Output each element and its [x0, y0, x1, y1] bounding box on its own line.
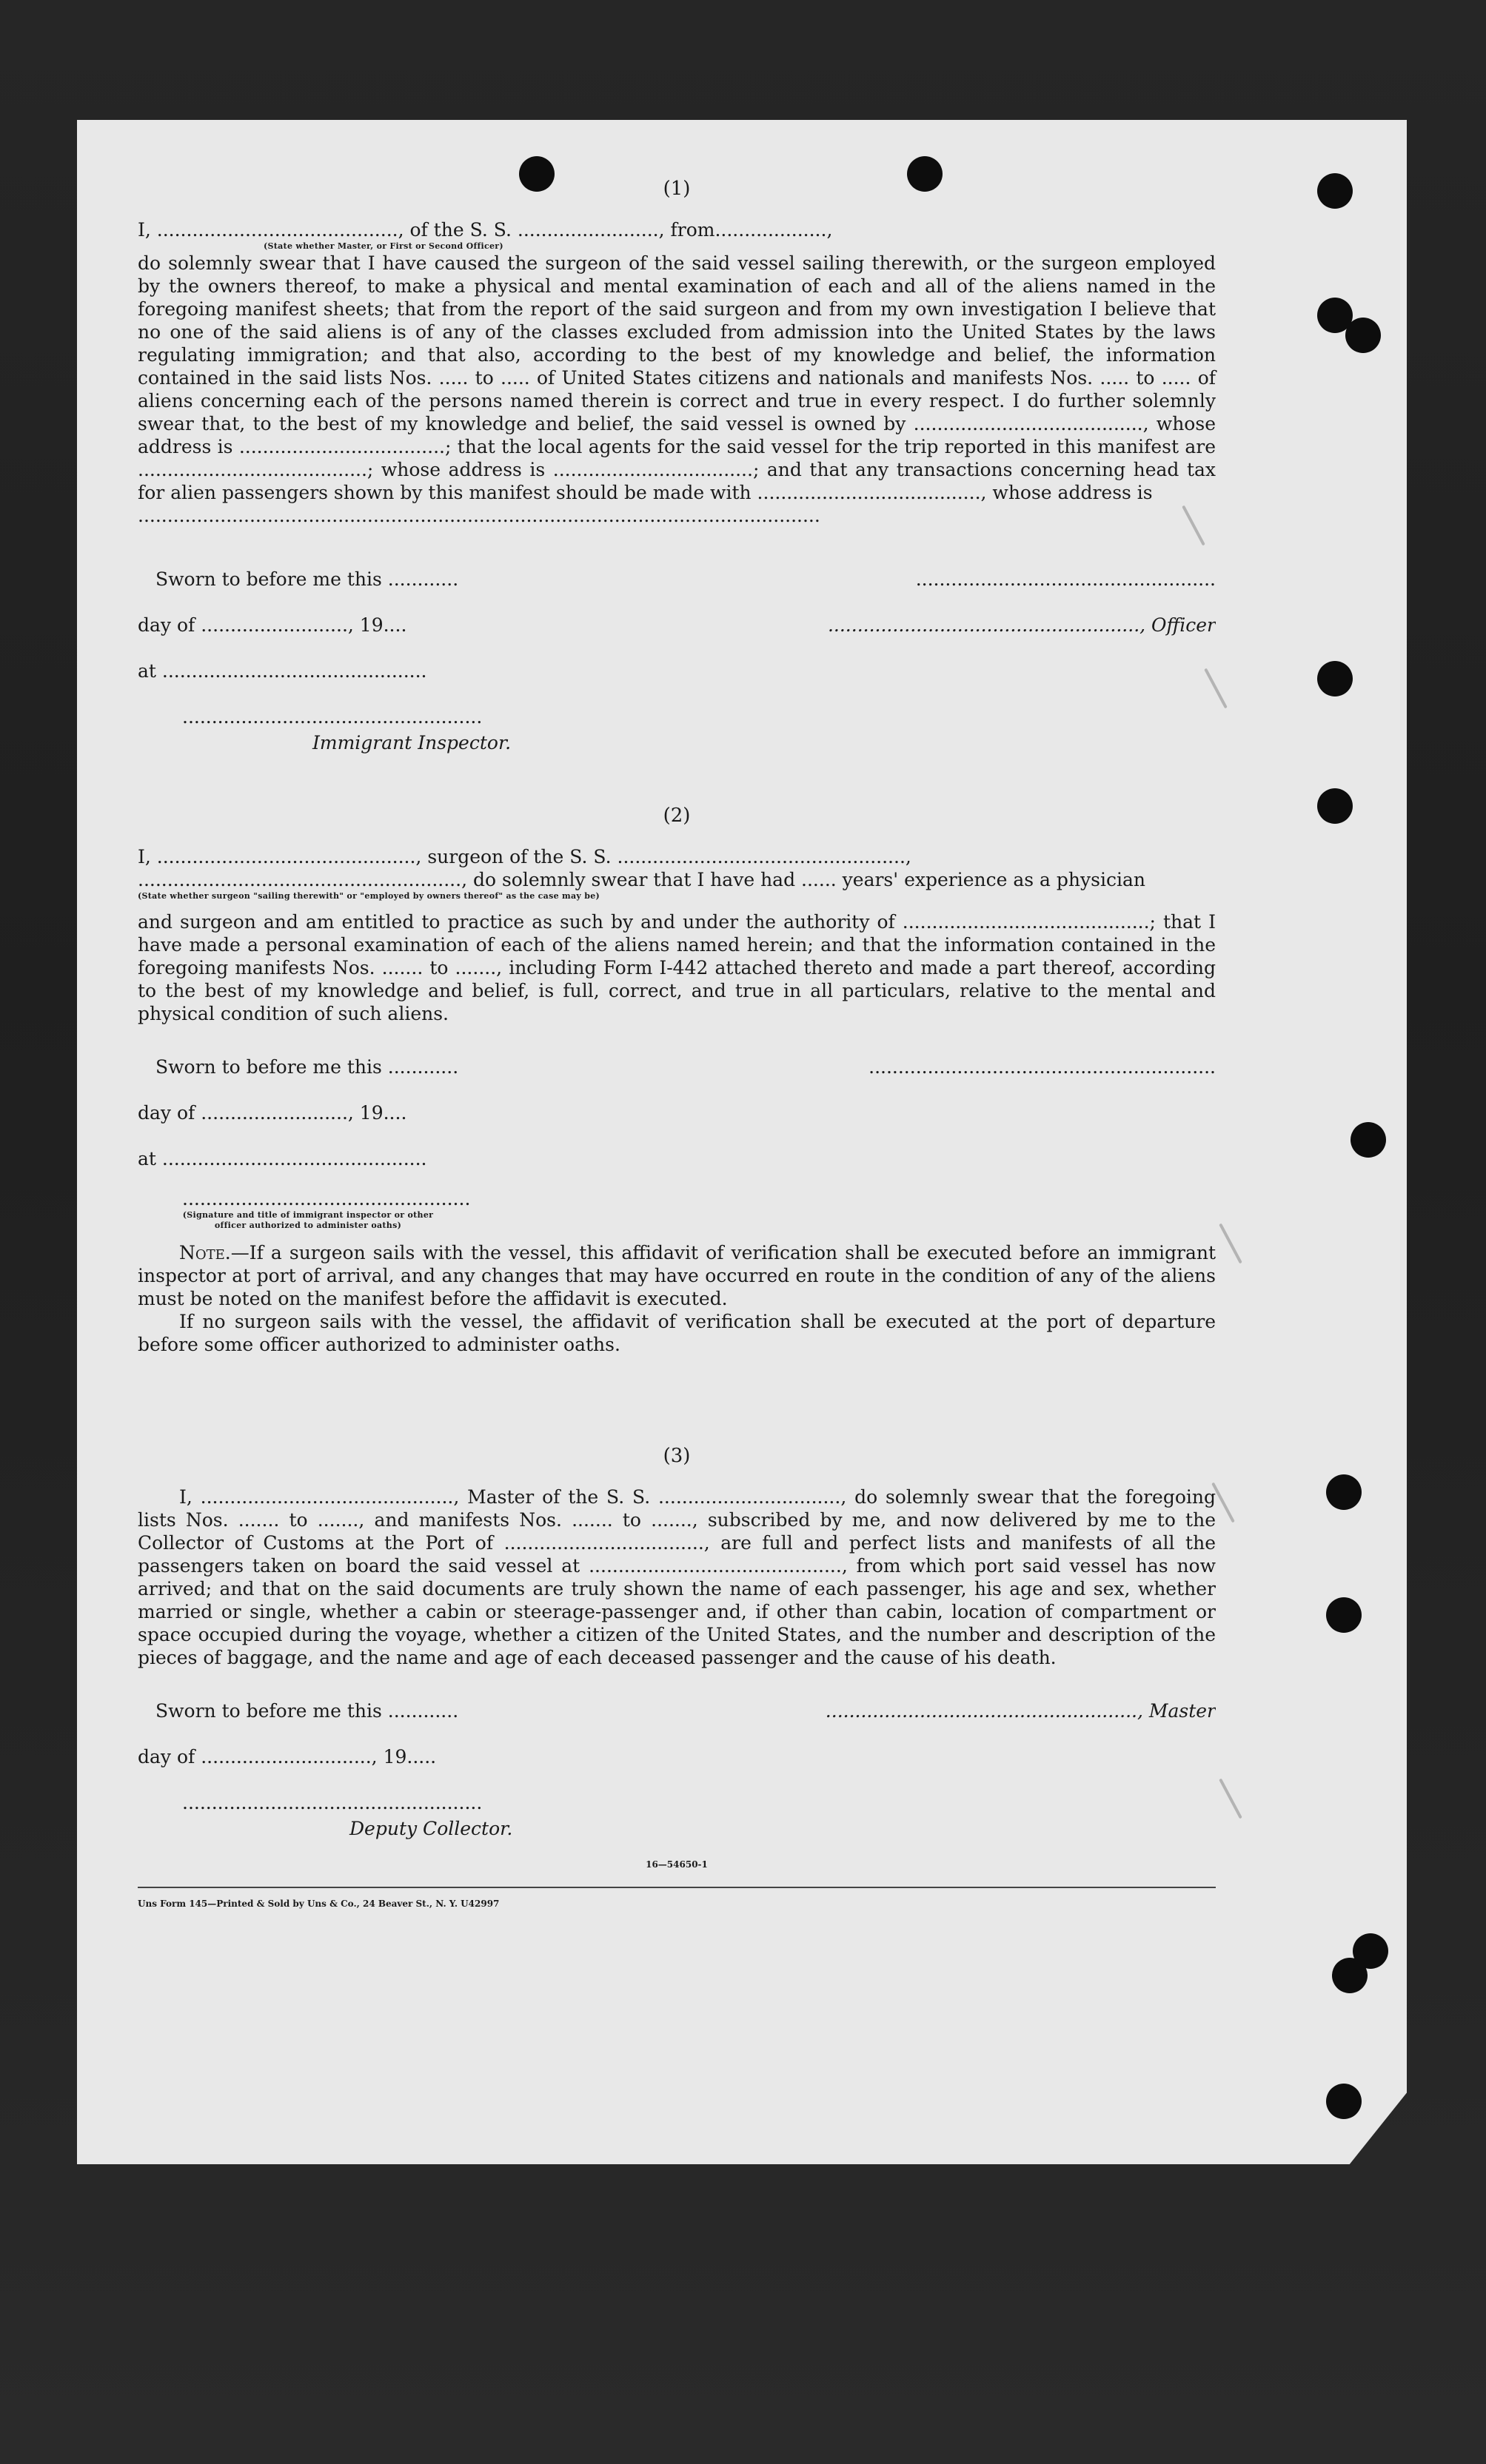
day-line: day of ........................., 19.... — [138, 1102, 407, 1124]
footer-rule — [138, 1887, 1216, 1888]
inspector-signature-dots: ................................................... — [182, 706, 483, 728]
section-number: (2) — [663, 805, 691, 827]
surgeon-signature-line: ........................................................... — [868, 1056, 1216, 1078]
at-line: at ............................................. — [138, 660, 427, 682]
oath-opening-line: I, ............................................, surgeon of the S. S. ................................................., — [138, 846, 911, 867]
address-dots: .................................................................................................................... — [138, 505, 820, 526]
oath-body: and surgeon and am entitled to practice as such by and under the authority of ..........................................; that I have made a personal examination of each of the aliens named herein; and that the information contained in the foregoing manifests Nos. ....... to ......., including Form I-442 attached thereto and made a part thereof, according to the best of my knowledge and belief, is full, correct, and true in all particulars, relative to the mental and physical condition of such aliens. — [138, 911, 1216, 1024]
punch-hole — [1326, 2084, 1362, 2119]
signature-line: ................................................... — [915, 568, 1216, 590]
master-signature-line: ....................................................., Master — [825, 1700, 1216, 1722]
officer-caption: (State whether Master, or First or Second Officer) — [264, 241, 503, 251]
form-code: 16—54650-1 — [646, 1859, 708, 1870]
punch-hole — [1317, 173, 1353, 209]
surgeon-caption: (State whether surgeon "sailing therewith" or "employed by owners thereof" as the case may be) — [138, 891, 600, 901]
punch-hole — [1332, 1958, 1368, 1993]
collector-affidavit-section — [138, 1445, 1216, 1840]
sworn-line: Sworn to before me this ............ — [155, 1056, 459, 1078]
printer-credit: Uns Form 145—Printed & Sold by Uns & Co., 24 Beaver St., N. Y. U42997 — [138, 1899, 500, 1909]
at-line: at ............................................. — [138, 1148, 427, 1169]
note-second-paragraph: If no surgeon sails with the vessel, the affidavit of verification shall be executed at the port of departure before some officer authorized to administer oaths. — [138, 1311, 1216, 1355]
officer-signature-line: ....................................................., Officer — [827, 614, 1216, 636]
inspector-signature-caption: (Signature and title of immigrant inspector or other officer authorized to administer oaths) — [182, 1210, 434, 1230]
day-line: day of ........................., 19.... — [138, 614, 407, 636]
oath-body: I, ..........................................., Master of the S. S. ..............................., do solemnly swear that the foregoing lists Nos. ....... to ......., and manifests Nos. ....... to ......., subscribed by me, and now delivered by me to the Collector of Customs at the Port of .................................., are full and perfect lists and manifests of all the passengers taken on board the said vessel at ..........................................., from which port said vessel has now arrived; and that on the said documents are truly shown the name of each passenger, his age and sex, whether married or single, whether a cabin or steerage-passenger and, if other than cabin, location of compartment or space occupied during the voyage, whether a citizen of the United States, and the number and description of the pieces of baggage, and the name and age of each deceased passenger and the cause of his death. — [138, 1486, 1216, 1668]
collector-signature-dots: ................................................... — [182, 1792, 483, 1813]
punch-hole — [1317, 661, 1353, 696]
inspector-title: Immigrant Inspector. — [312, 732, 512, 753]
inspector-signature-dots: ................................................. — [182, 1188, 471, 1209]
oath-second-line: ......................................................., do solemnly swear that I have had ...... years' experience as a physician — [138, 869, 1145, 890]
sworn-line: Sworn to before me this ............ — [155, 1700, 459, 1722]
section-number: (3) — [663, 1445, 691, 1467]
oath-opening-line: I, ........................................., of the S. S. ........................, from..................., — [138, 219, 833, 241]
note-text: —If a surgeon sails with the vessel, this affidavit of verification shall be executed before an immigrant inspector at port of arrival, and any changes that may have occurred en route in the condition of any of the aliens must be noted on the manifest before the affidavit is executed. — [138, 1242, 1216, 1309]
surgeon-note — [138, 1241, 1216, 1310]
punch-hole — [1351, 1122, 1386, 1158]
punch-hole — [1326, 1597, 1362, 1633]
collector-title: Deputy Collector. — [349, 1818, 513, 1839]
note-label: Note. — [179, 1242, 231, 1263]
sworn-line: Sworn to before me this ............ — [155, 568, 459, 590]
punch-hole — [1326, 1474, 1362, 1510]
day-line: day of ............................., 19..... — [138, 1746, 437, 1768]
punch-hole — [1345, 318, 1381, 353]
master-affidavit-section — [138, 178, 1216, 754]
surgeon-affidavit-section — [138, 805, 1216, 1356]
oath-body: do solemnly swear that I have caused the surgeon of the said vessel sailing therewith, or the surgeon employed by the owners thereof, to make a physical and mental examination of each and all of the aliens named in the foregoing manifest sheets; that from the report of the said surgeon and from my own investigation I believe that no one of the said aliens is of any of the classes excluded from admission into the United States by the laws regulating immigration; and that also, according to the best of my knowledge and belief, the information contained in the said lists Nos. ..... to ..... of United States citizens and nationals and manifests Nos. ..... to ..... of aliens concerning each of the persons named therein is correct and true in every respect. I do further solemnly swear that, to the best of my knowledge and belief, the said vessel is owned by ......................................., whose address is ...................................; that the local agents for the said vessel for the trip reported in this manifest are .......................................; whose address is ..................................; and that any transactions concerning head tax for alien passengers shown by this manifest should be made with ......................................, whose address is — [138, 252, 1216, 503]
affidavit-content — [138, 170, 1216, 1916]
punch-hole — [1317, 788, 1353, 824]
section-number: (1) — [663, 178, 691, 200]
